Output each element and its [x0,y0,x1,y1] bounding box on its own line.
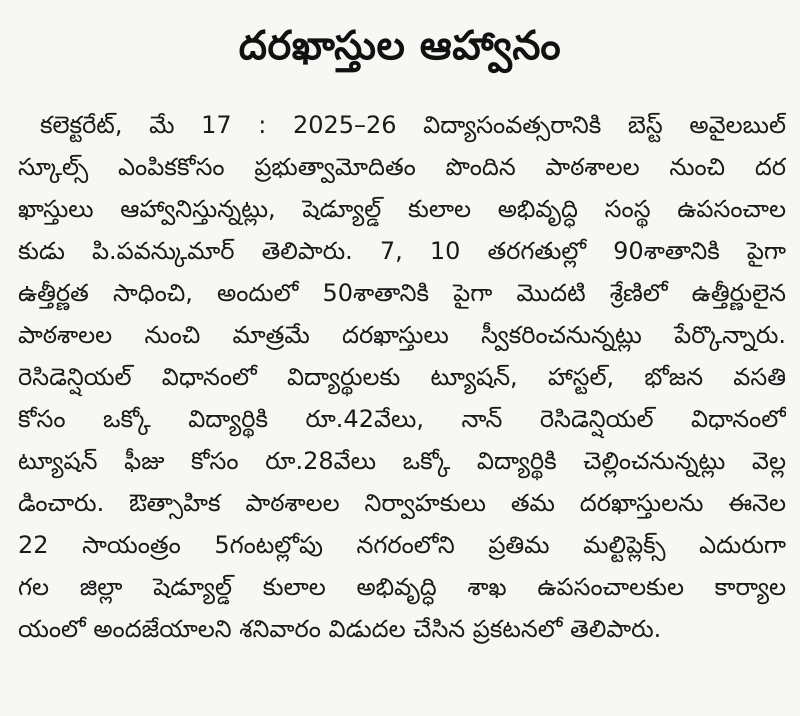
article-line: కుడు పి.పవన్కుమార్ తెలిపారు. 7, 10 తరగతుల్లో 90శాతానికి పైగా [18,237,786,265]
article-line: ఉత్తీర్ణత సాధించి, అందులో 50శాతానికి పైగా మొదటి శ్రేణిలో ఉత్తీర్ణులైన [18,279,786,307]
article-line: డించారు. ఔత్సాహిక పాఠశాలల నిర్వాహకులు తమ దరఖాస్తులను ఈనెల [18,489,786,517]
article-line: యంలో అందజేయాలని శనివారం విడుదల చేసిన ప్రకటనలో తెలిపారు. [18,615,662,643]
article-line: స్కూల్స్ ఎంపికకోసం ప్రభుత్వామోదితం పొందిన పాఠశాలల నుంచి దర [18,153,786,181]
article-line: రెసిడెన్షియల్ విధానంలో విద్యార్థులకు ట్యూషన్, హాస్టల్, భోజన వసతి [18,363,786,391]
article-line: 22 సాయంత్రం 5గంటల్లోపు నగరంలోని ప్రతిమ మల్టిప్లెక్స్ ఎదురుగా [18,531,786,559]
article-headline: దరఖాస్తుల ఆహ్వానం [238,23,562,69]
article-line: ఖాస్తులు ఆహ్వానిస్తున్నట్లు, షెడ్యూల్డ్ కులాల అభివృద్ధి సంస్థ ఉపసంచాల [18,195,786,223]
article-line: ట్యూషన్ ఫీజు కోసం రూ.28వేలు ఒక్కో విద్యార్థికి చెల్లించనున్నట్లు వెల్ల [18,447,786,475]
article-line: పాఠశాలల నుంచి మాత్రమే దరఖాస్తులు స్వీకరించనున్నట్లు పేర్కొన్నారు. [18,321,786,349]
article-line: కోసం ఒక్కో విద్యార్థికి రూ.42వేలు, నాన్ రెసిడెన్షియల్ విధానంలో [18,405,786,433]
article-line: కలెక్టరేట్, మే 17 : 2025–26 విద్యాసంవత్సరానికి బెస్ట్ అవైలబుల్ [40,111,786,139]
article-line: గల జిల్లా షెడ్యూల్డ్ కులాల అభివృద్ధి శాఖ ఉపసంచాలకుల కార్యాల [18,573,786,601]
article-body [18,104,786,650]
